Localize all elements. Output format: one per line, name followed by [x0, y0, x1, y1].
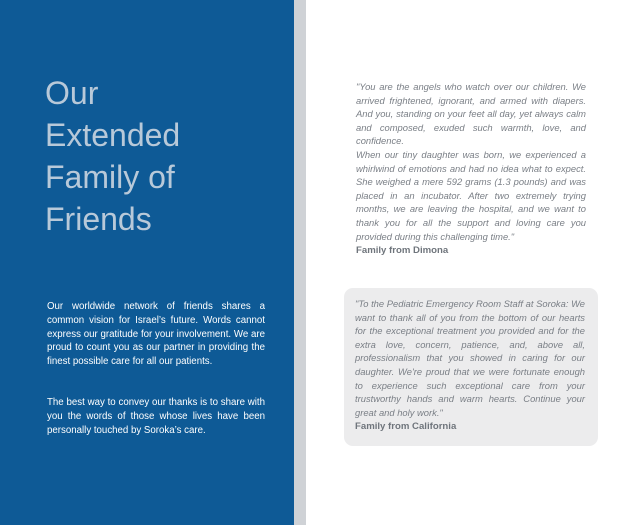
testimonial-california [355, 297, 585, 434]
intro-paragraph-1: Our worldwide network of friends shares a common vision for Israel’s future. Words cannot express our gratitude for your involvement. We are proud to count you as our partner in providing the finest possible care for all our patients. [47, 301, 265, 368]
page-title [45, 72, 275, 240]
gray-divider-strip [294, 0, 306, 525]
title-line-3: Family of [45, 159, 175, 195]
intro-paragraph-2: The best way to convey our thanks is to share with you the words of those whose lives have been personally touched by Soroka’s care. [47, 397, 265, 436]
title-line-2: Extended [45, 117, 181, 153]
testimonial-quote [356, 80, 586, 243]
quote-paragraph-2: When our tiny daughter was born, we experienced a whirlwind of emotions and had no idea what to expect. She weighed a mere 592 grams (1.3 pounds) and was placed in an incubator. After two extremely trying months, we are leaving the hospital, and we want to thank you for all the support and loving care you provided during this challenging time." [356, 148, 586, 242]
testimonial-quote [355, 297, 585, 419]
title-line-1: Our [45, 75, 99, 111]
quote-paragraph-1: "To the Pediatric Emergency Room Staff at Soroka: We want to thank all of you from the bottom of our hearts for the exceptional treatment you provided and for the extra love, concern, patience, and, above all, professionalism that you showed in caring for our daughter. We're proud that we were fortunate enough to experience such exceptional care from your trustworthy hands and warm hearts. Continue your great and holy work." [355, 298, 585, 418]
right-white-panel [306, 0, 640, 525]
testimonial-dimona [356, 80, 586, 258]
quote-paragraph-1: "You are the angels who watch over our children. We arrived frightened, ignorant, and armed with diapers. And you, standing on your feet all day, yet always calm and composed, exuded such warmth, love, and confidence. [356, 81, 586, 147]
testimonial-attribution: Family from Dimona [356, 245, 449, 257]
testimonial-attribution: Family from California [355, 421, 457, 433]
title-line-4: Friends [45, 201, 152, 237]
